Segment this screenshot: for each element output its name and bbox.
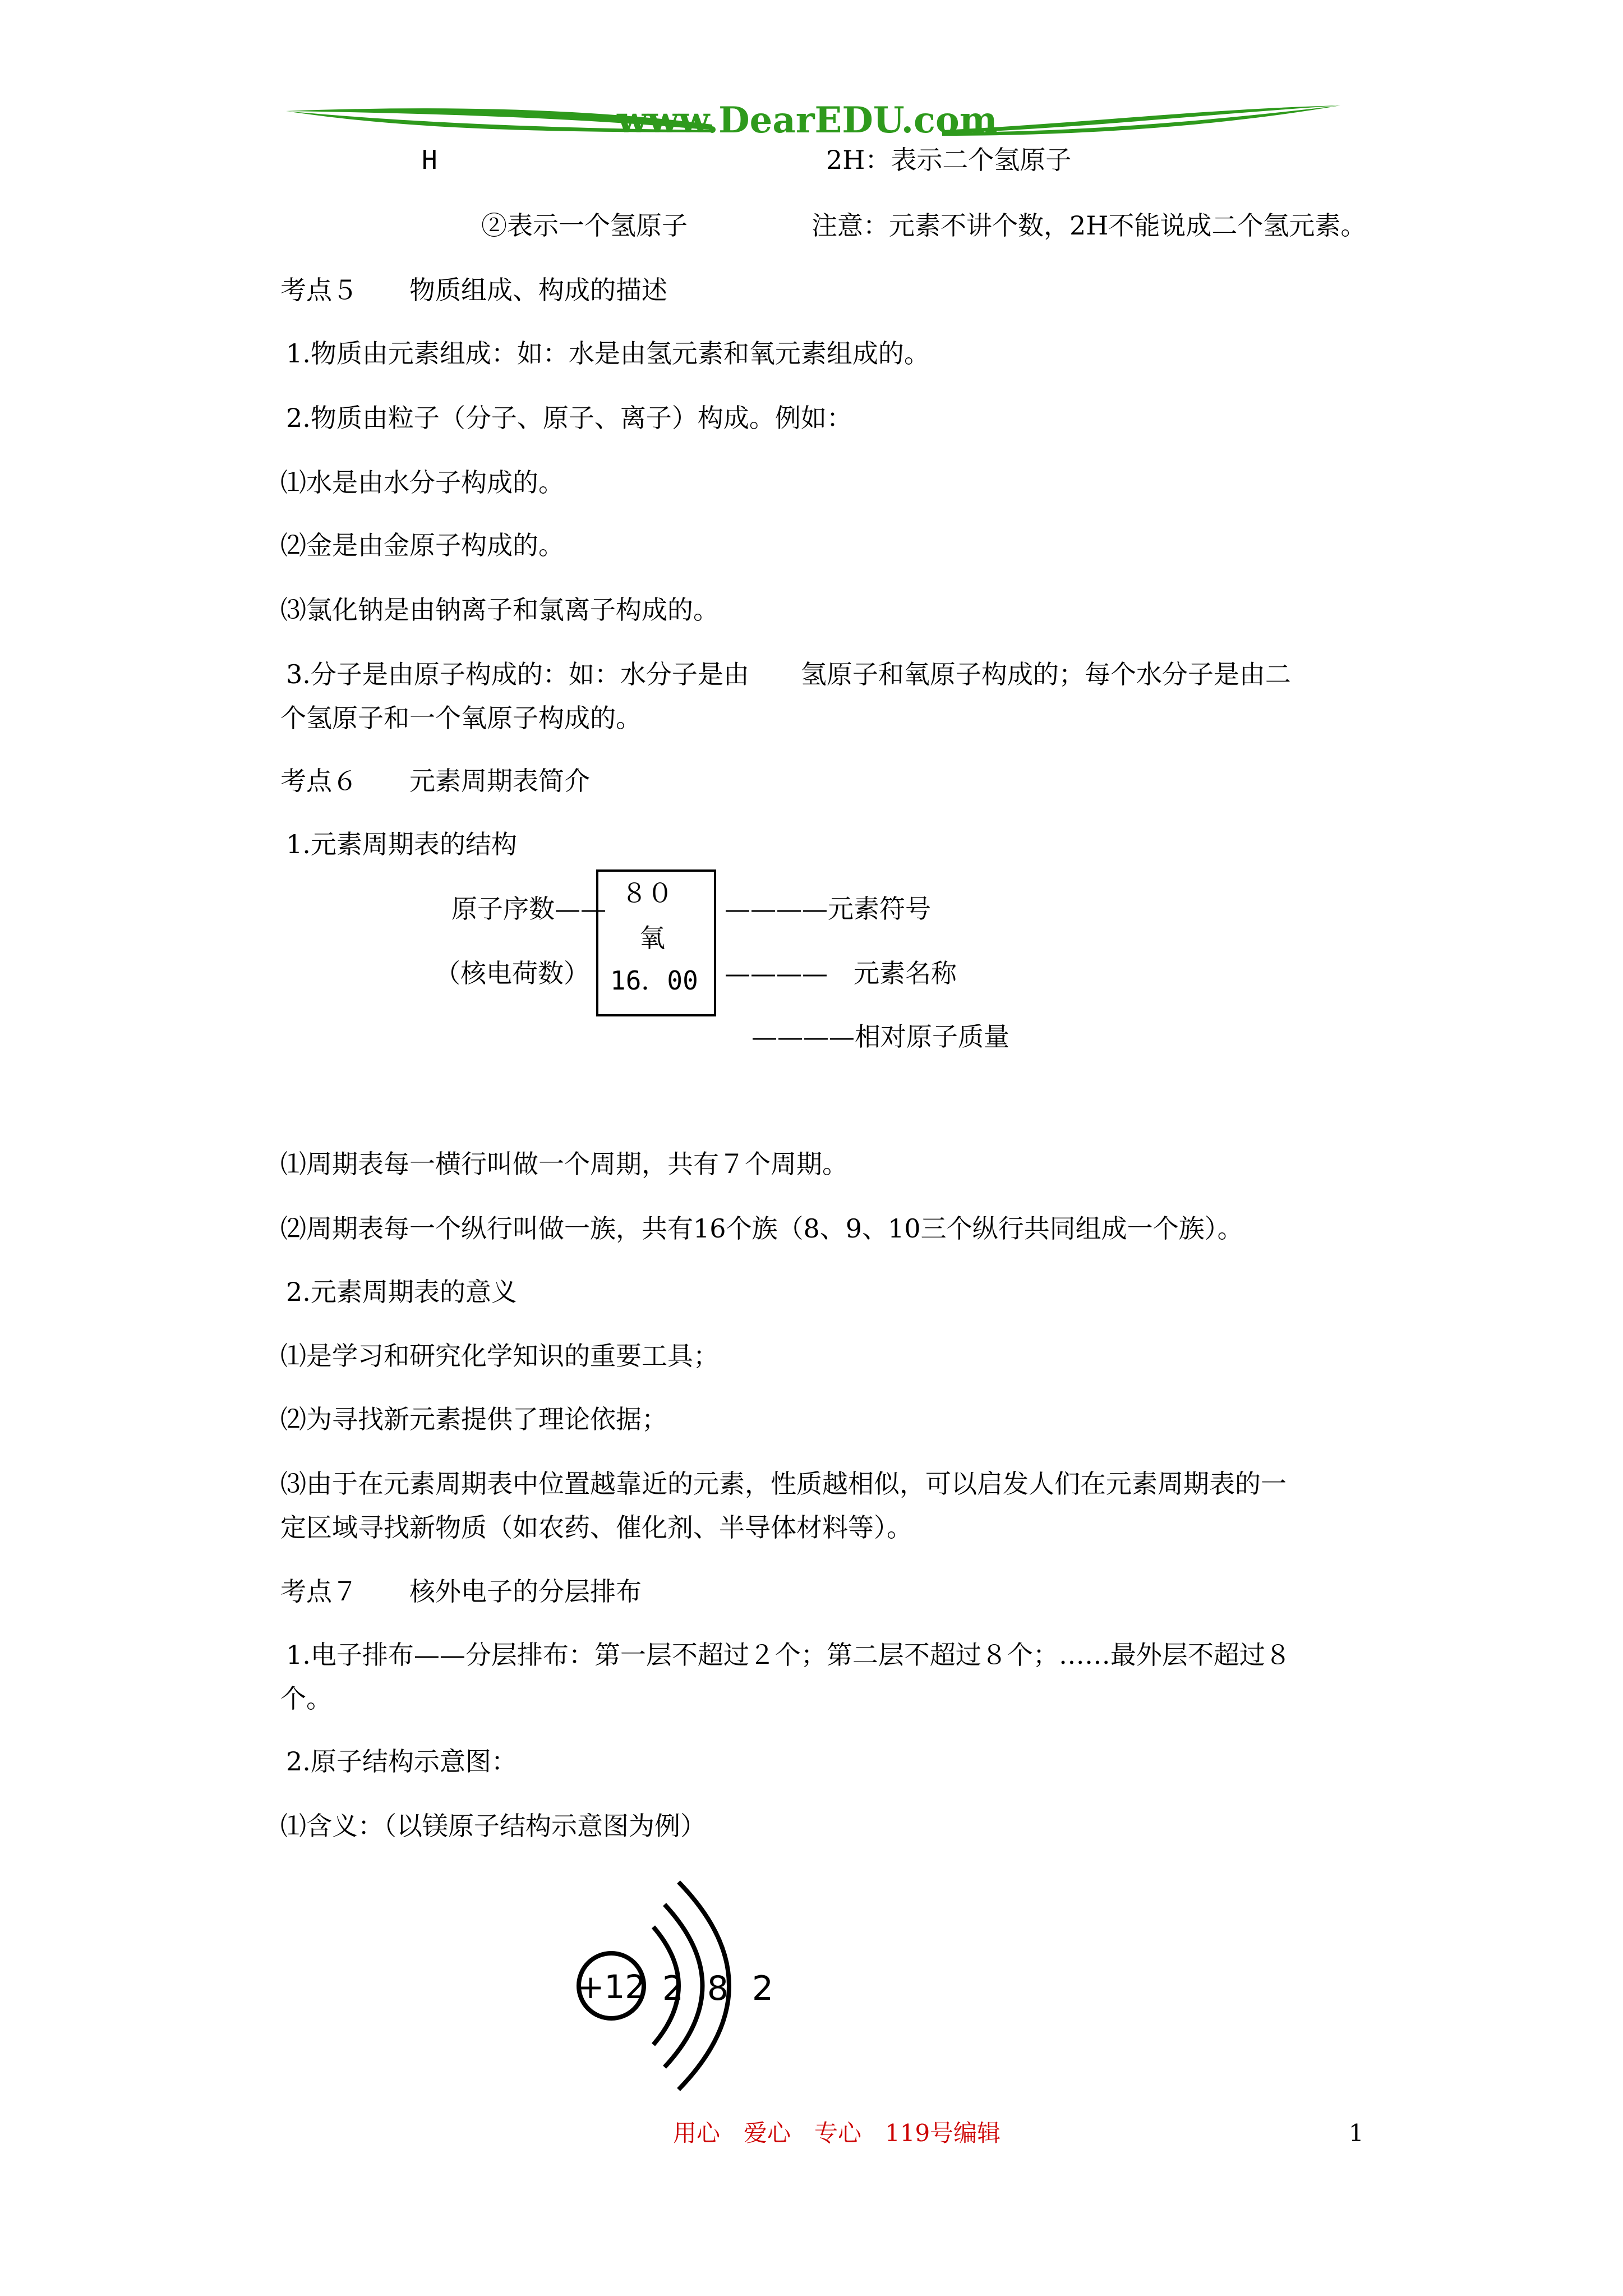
list-item: ⑵为寻找新元素提供了理论依据；	[280, 1404, 667, 1434]
paragraph: 个氢原子和一个氧原子构成的。	[280, 703, 642, 733]
element-number: ８０	[621, 878, 673, 908]
shell-1-count: 2	[662, 1969, 684, 2008]
paragraph: 2.物质由粒子（分子、原子、离子）构成。例如：	[286, 403, 852, 433]
list-item: ⑶由于在元素周期表中位置越靠近的元素，性质越相似，可以启发人们在元素周期表的一	[280, 1469, 1287, 1499]
two-h-meaning: 2H：表示二个氢原子	[826, 145, 1072, 175]
section-title-kd7: 考点７ 核外电子的分层排布	[280, 1576, 642, 1607]
nuclear-charge-label: （核电荷数）	[435, 958, 589, 988]
footer-slogan: 用心 爱心 专心 119号编辑	[673, 2119, 1001, 2147]
paragraph: 2.原子结构示意图：	[286, 1746, 517, 1777]
mass-label: ————相对原子质量	[751, 1022, 1009, 1052]
paragraph: 1.物质由元素组成：如：水是由氢元素和氧元素组成的。	[286, 338, 930, 369]
symbol-label: ————元素符号	[725, 894, 931, 924]
page-number: 1	[1349, 2119, 1364, 2147]
list-item: ⑴周期表每一横行叫做一个周期，共有７个周期。	[280, 1149, 848, 1179]
site-logo-text[interactable]: www.DearEDU.com	[617, 99, 998, 141]
element-name: 氧	[639, 923, 665, 953]
section-title-kd5: 考点５ 物质组成、构成的描述	[280, 275, 667, 305]
shell-3-count: 2	[751, 1969, 774, 2008]
paragraph: 3.分子是由原子构成的：如：水分子是由 氢原子和氧原子构成的；每个水分子是由二	[286, 659, 1291, 689]
list-item: ⑴是学习和研究化学知识的重要工具；	[280, 1341, 719, 1371]
list-item: 定区域寻找新物质（如农药、催化剂、半导体材料等）。	[280, 1512, 912, 1543]
paragraph: 个。	[280, 1683, 332, 1714]
atomic-number-label: 原子序数——	[451, 894, 606, 924]
list-item: ⑴水是由水分子构成的。	[280, 467, 564, 498]
list-item: ⑶氯化钠是由钠离子和氯离子构成的。	[280, 595, 719, 625]
shell-2-count: 8	[707, 1969, 729, 2008]
hydrogen-symbol: H	[422, 145, 437, 175]
name-label: ———— 元素名称	[725, 958, 957, 988]
list-item: ⑵金是由金原子构成的。	[280, 530, 564, 560]
list-item: ⑴含义：（以镁原子结构示意图为例）	[280, 1811, 706, 1841]
element-mass: 16．00	[610, 965, 698, 996]
section-title-kd6: 考点６ 元素周期表简介	[280, 766, 590, 796]
magnesium-atom-diagram	[561, 1874, 796, 2098]
paragraph: 1.元素周期表的结构	[286, 829, 517, 859]
paragraph: 2.元素周期表的意义	[286, 1277, 517, 1307]
list-item: ⑵周期表每一个纵行叫做一族，共有16个族（8、9、10三个纵行共同组成一个族）。	[280, 1213, 1243, 1244]
h-meaning-two: ②表示一个氢原子	[481, 210, 688, 241]
note-text: 注意：元素不讲个数，2H不能说成二个氢元素。	[811, 210, 1367, 241]
nucleus-charge: +12	[577, 1968, 646, 2006]
paragraph: 1.电子排布——分层排布：第一层不超过２个；第二层不超过８个；……最外层不超过８	[286, 1640, 1291, 1670]
